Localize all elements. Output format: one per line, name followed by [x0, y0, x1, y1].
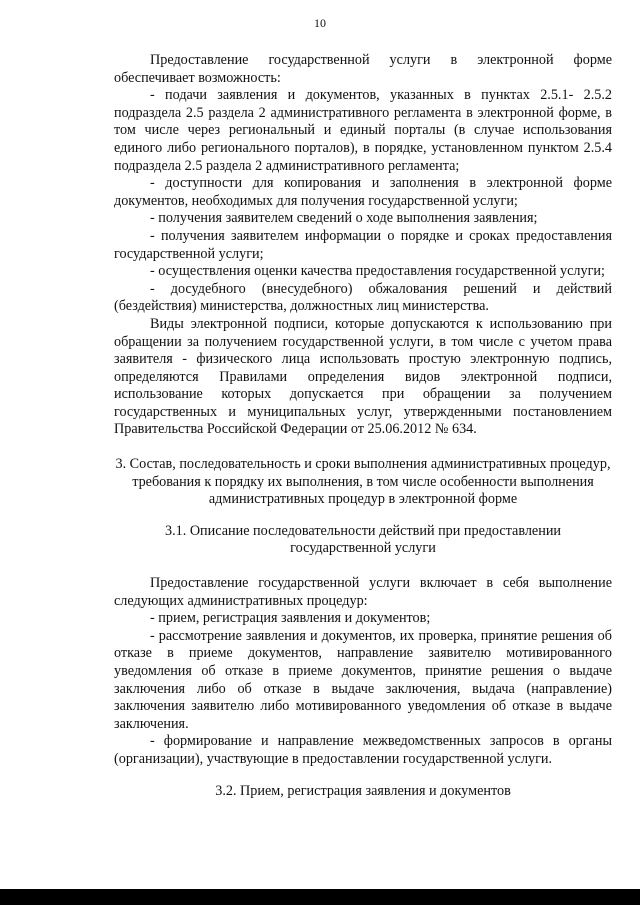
list-item: - рассмотрение заявления и документов, их проверка, принятие решения об отказе в приеме документов, направление заявителю мотивированного уведомления об отказе в приеме документов, принятие решения о выдаче заключения либо об отказе в выдаче заключения, выдача (направление) заключения заявителю либо мотивированного уведомления об отказе в выдаче заключения. — [114, 627, 612, 732]
list-item: - прием, регистрация заявления и документов; — [150, 610, 431, 627]
list-item: - получения заявителем сведений о ходе выполнения заявления; — [150, 210, 538, 227]
list-item: - получения заявителем информации о порядке и сроках предоставления государственной услуги; — [114, 227, 612, 262]
paragraph: Предоставление государственной услуги включает в себя выполнение следующих административных процедур: — [114, 575, 612, 609]
subsection-heading: 3.2. Прием, регистрация заявления и документов — [215, 782, 511, 799]
list-item: - осуществления оценки качества предоставления государственной услуги; — [150, 263, 605, 280]
section-heading: 3. Состав, последовательность и сроки выполнения административных процедур, требования к порядку их выполнения, в том числе особенности выполнения административных процедур в электронной форме — [115, 456, 611, 508]
paragraph: Виды электронной подписи, которые допускаются к использованию при обращении за получением государственной услуги, в том числе с учетом права заявителя - физического лица использовать простую электронную подпись, определяются Правилами определения видов электронной подписи, использование которых допускается при обращении за получением государственных и муниципальных услуг, утвержденными постановлением Правительства Российской Федерации от 25.06.2012 № 634. — [114, 315, 612, 438]
list-item: - подачи заявления и документов, указанных в пунктах 2.5.1- 2.5.2 подраздела 2.5 раздела 2 административного регламента в электронной форме, в том числе через региональный и единый порталы (в случае использования единого либо регионального порталов), в порядке, установленном пунктом 2.5.4 подраздела 2.5 раздела 2 административного регламента; — [114, 87, 612, 174]
paragraph: Предоставление государственной услуги в электронной форме обеспечивает возможность: — [114, 52, 612, 86]
subsection-heading: 3.1. Описание последовательности действий при предоставлении государственной услуги — [164, 522, 562, 557]
page-number: 10 — [314, 16, 326, 30]
list-item: - формирование и направление межведомственных запросов в органы (организации), участвующие в предоставлении государственной услуги. — [114, 733, 612, 767]
list-item: - доступности для копирования и заполнения в электронной форме документов, необходимых для получения государственной услуги; — [114, 175, 612, 209]
scan-edge — [0, 889, 640, 905]
list-item: - досудебного (внесудебного) обжалования решений и действий (бездействия) министерства, должностных лиц министерства. — [114, 280, 612, 315]
document-body — [114, 52, 612, 800]
